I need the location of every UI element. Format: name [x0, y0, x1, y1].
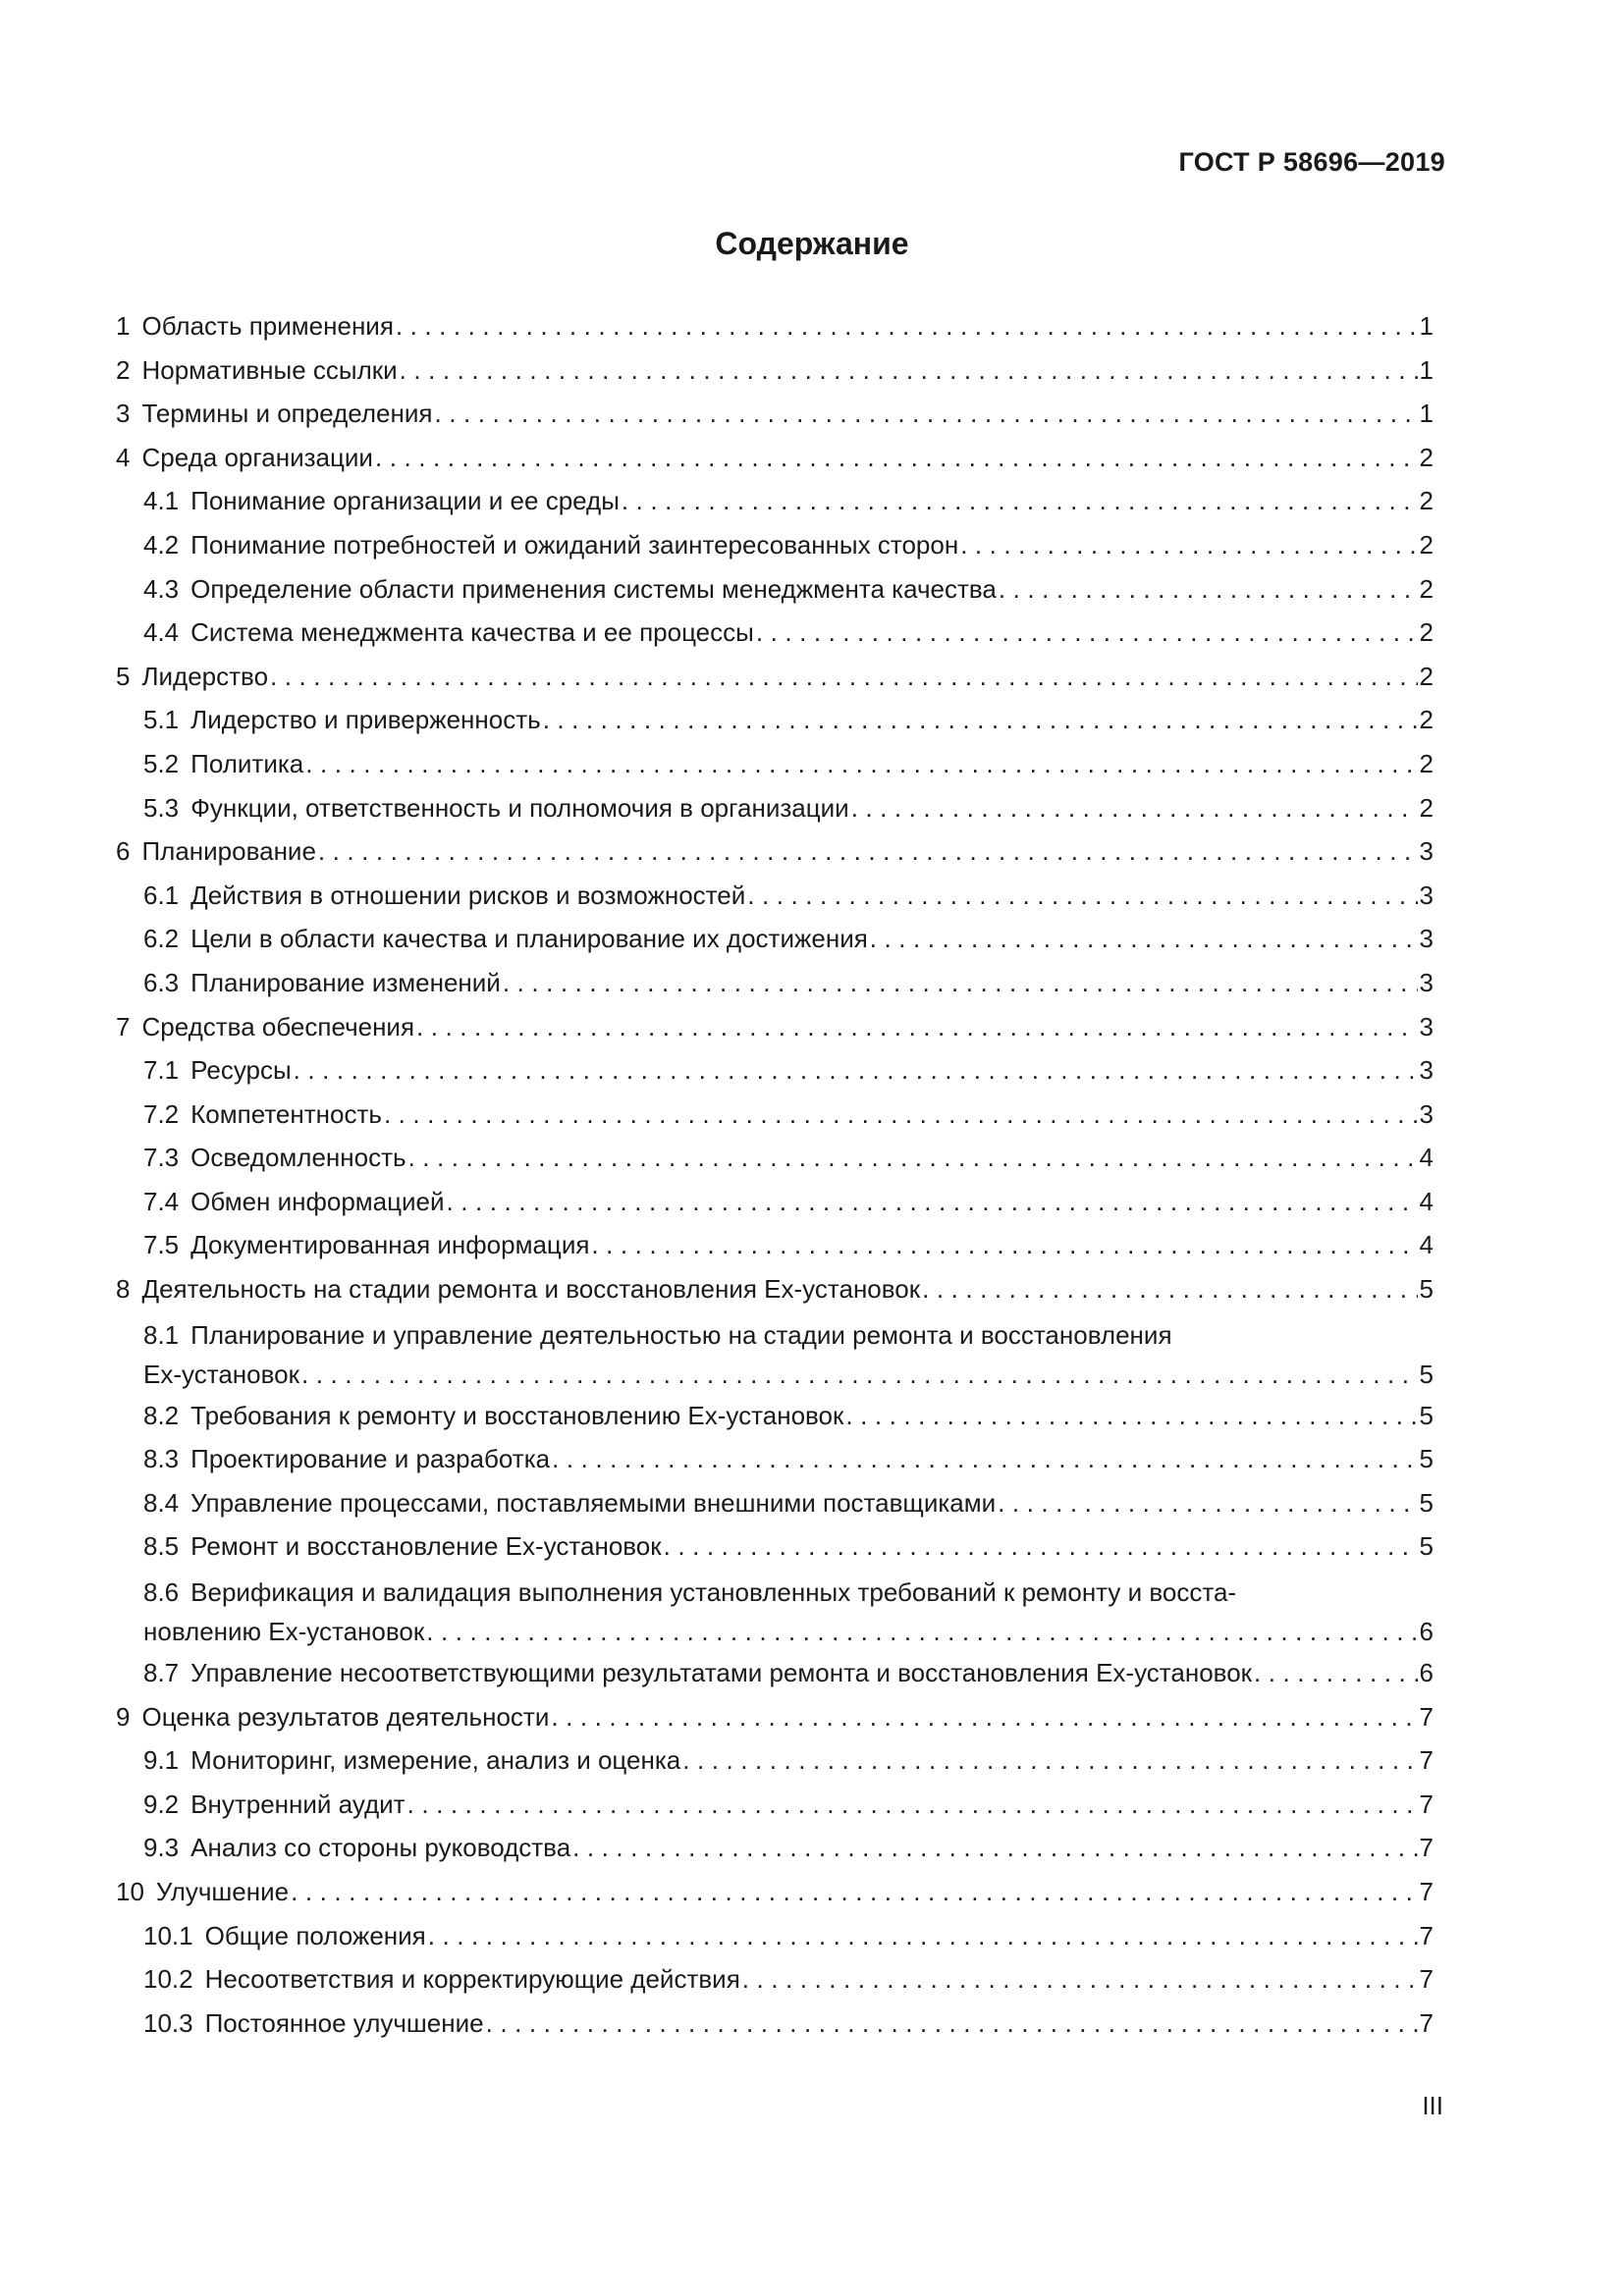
toc-entry-page: 4 [1419, 1230, 1434, 1260]
toc-entry-page: 2 [1419, 486, 1434, 516]
toc-dot-leader [503, 961, 1418, 1005]
toc-title: Содержание [715, 226, 909, 261]
toc-entry-number: 8.1 [143, 1319, 180, 1350]
toc-entry[interactable] [116, 611, 1434, 655]
toc-entry-page: 1 [1419, 399, 1434, 429]
toc-entry[interactable] [116, 1569, 1434, 1651]
toc-entry-number: 1 [116, 311, 131, 341]
toc-dot-leader [291, 1870, 1417, 1914]
toc-entry-number: 10 [116, 1877, 144, 1906]
toc-dot-leader [407, 1783, 1418, 1827]
toc-entry-title: Лидерство [141, 661, 269, 691]
toc-entry-page: 3 [1419, 967, 1434, 997]
toc-entry-title: Область применения [141, 311, 394, 341]
toc-entry-title: Постоянное улучшение [204, 2007, 484, 2038]
standard-code-header: ГОСТ Р 58696—2019 [1178, 147, 1445, 177]
toc-entry-title: Планирование и управление деятельностью на стадии ремонта и восстановления [190, 1319, 1172, 1350]
toc-entry[interactable] [116, 1524, 1434, 1569]
page-number: III [1422, 2091, 1443, 2120]
toc-entry[interactable] [116, 1914, 1434, 1958]
toc-entry-title: Обмен информацией [190, 1186, 445, 1216]
toc-entry-number: 6 [116, 836, 131, 867]
toc-entry-title: Планирование [141, 836, 316, 867]
toc-entry-page: 3 [1419, 1098, 1434, 1129]
toc-entry-number: 8 [116, 1274, 131, 1305]
toc-entry-number: 7.5 [143, 1230, 180, 1260]
toc-entry-title: Мониторинг, измерение, анализ и оценка [190, 1745, 681, 1776]
toc-entry-title: Улучшение [155, 1877, 290, 1906]
toc-entry-number: 4.4 [143, 617, 180, 648]
toc-entry-page: 2 [1419, 661, 1434, 691]
toc-entry-title: Средства обеспечения [141, 1011, 415, 1041]
toc-dot-leader [301, 1355, 1418, 1394]
toc-entry-number: 8.7 [143, 1658, 180, 1688]
toc-entry-page: 2 [1419, 705, 1434, 735]
toc-dot-leader [572, 1826, 1417, 1870]
toc-entry-number: 9.3 [143, 1833, 180, 1863]
toc-entry-page: 1 [1419, 311, 1434, 341]
toc-dot-leader [305, 742, 1417, 786]
toc-entry-title: Верификация и валидация выполнения установленных требований к ремонту и восста- [190, 1577, 1237, 1608]
toc-entry-title: Оценка результатов деятельности [141, 1701, 550, 1732]
toc-entry-title: Документированная информация [190, 1230, 590, 1260]
toc-entry-page: 5 [1419, 1487, 1434, 1518]
toc-entry-number: 8.4 [143, 1487, 180, 1518]
toc-entry-number: 8.5 [143, 1531, 180, 1562]
toc-entry[interactable] [116, 1826, 1434, 1870]
toc-dot-leader [428, 1914, 1418, 1958]
toc-entry[interactable] [116, 917, 1434, 961]
toc-dot-leader [622, 479, 1418, 523]
toc-entry-title: Компетентность [190, 1098, 382, 1129]
toc-entry-number: 8.2 [143, 1400, 180, 1430]
toc-dot-leader [486, 2002, 1418, 2046]
toc-entry[interactable] [116, 698, 1434, 742]
toc-entry-page: 2 [1419, 748, 1434, 778]
toc-dot-leader [384, 1093, 1418, 1137]
toc-entry-page: 7 [1419, 1964, 1434, 1995]
toc-entry-number: 3 [116, 399, 131, 429]
toc-entry[interactable] [116, 1180, 1434, 1224]
toc-entry-title: Управление процессами, поставляемыми внешними поставщиками [190, 1487, 997, 1518]
toc-entry[interactable] [116, 348, 1434, 393]
toc-dot-leader [400, 348, 1418, 393]
toc-entry-number: 6.2 [143, 924, 180, 954]
toc-entry-title: Нормативные ссылки [141, 354, 398, 385]
toc-entry-title: Анализ со стороны руководства [190, 1833, 571, 1863]
toc-entry-page: 2 [1419, 442, 1434, 472]
toc-entry-number: 2 [116, 354, 131, 385]
toc-dot-leader [756, 611, 1418, 655]
toc-entry-page: 7 [1419, 1920, 1434, 1950]
toc-entry-page: 7 [1419, 1745, 1434, 1776]
toc-entry-number: 4.2 [143, 529, 180, 560]
toc-entry-number: 8.3 [143, 1444, 180, 1474]
toc-entry[interactable] [116, 304, 1434, 348]
toc-entry-page: 2 [1419, 792, 1434, 823]
toc-dot-leader [375, 436, 1418, 480]
toc-entry-title-continued: Ex-установок [143, 1359, 299, 1389]
toc-entry-page: 3 [1419, 924, 1434, 954]
toc-dot-leader [664, 1524, 1418, 1569]
toc-dot-leader [552, 1437, 1417, 1481]
toc-entry-title: Деятельность на стадии ремонта и восстановления Ex-установок [141, 1274, 921, 1305]
toc-dot-leader [960, 523, 1417, 567]
toc-entry[interactable] [116, 1267, 1434, 1311]
toc-entry-continuation [143, 1355, 1434, 1394]
toc-entry-number: 9.2 [143, 1789, 180, 1819]
toc-entry-number: 9.1 [143, 1745, 180, 1776]
toc-entry[interactable] [116, 1481, 1434, 1525]
toc-entry-title: Управление несоответствующими результатами ремонта и восстановления Ex-установок [190, 1658, 1253, 1688]
toc-entry[interactable] [116, 1223, 1434, 1267]
toc-entry-title: Понимание потребностей и ожиданий заинтересованных сторон [190, 529, 959, 560]
toc-entry-title: Действия в отношении рисков и возможностей [190, 880, 746, 910]
toc-dot-leader [845, 1394, 1417, 1438]
toc-dot-leader [318, 829, 1418, 874]
toc-entry-page: 7 [1419, 1877, 1434, 1906]
toc-dot-leader [396, 304, 1418, 348]
toc-entry-first-line [143, 1569, 1434, 1612]
toc-entry-page: 3 [1419, 880, 1434, 910]
toc-entry-title: Внутренний аудит [190, 1789, 406, 1819]
toc-entry-title: Термины и определения [141, 399, 433, 429]
toc-entry-title: Ресурсы [190, 1055, 292, 1086]
toc-entry[interactable] [116, 1738, 1434, 1783]
toc-entry-page: 5 [1419, 1359, 1434, 1389]
toc-dot-leader [294, 1048, 1418, 1093]
toc-entry[interactable] [116, 874, 1434, 918]
toc-entry[interactable] [116, 1651, 1434, 1695]
toc-dot-leader [408, 1136, 1418, 1180]
toc-entry-number: 5.3 [143, 792, 180, 823]
toc-entry-number: 10.1 [143, 1920, 193, 1950]
toc-dot-leader [270, 655, 1417, 699]
toc-entry-title-continued: новлению Ex-установок [143, 1617, 425, 1647]
toc-entry-number: 6.1 [143, 880, 180, 910]
toc-entry-page: 5 [1419, 1444, 1434, 1474]
toc-entry-title: Планирование изменений [190, 967, 501, 997]
table-of-contents [116, 304, 1434, 2045]
toc-entry[interactable] [116, 1005, 1434, 1049]
toc-entry-title: Среда организации [141, 442, 373, 472]
toc-entry-title: Система менеджмента качества и ее процессы [190, 617, 754, 648]
toc-entry-page: 5 [1419, 1531, 1434, 1562]
toc-entry[interactable] [116, 1311, 1434, 1394]
toc-entry-first-line [143, 1311, 1434, 1355]
toc-entry-page: 3 [1419, 836, 1434, 867]
toc-entry-number: 7.1 [143, 1055, 180, 1086]
toc-entry-title: Цели в области качества и планирование их достижения [190, 924, 868, 954]
toc-entry-page: 3 [1419, 1055, 1434, 1086]
toc-entry-number: 4.3 [143, 573, 180, 604]
toc-entry-page: 7 [1419, 1789, 1434, 1819]
toc-entry-page: 7 [1419, 1833, 1434, 1863]
toc-entry-page: 7 [1419, 2007, 1434, 2038]
toc-entry-page: 2 [1419, 529, 1434, 560]
toc-entry-page: 4 [1419, 1143, 1434, 1173]
toc-dot-leader [591, 1223, 1417, 1267]
toc-entry-number: 7 [116, 1011, 131, 1041]
toc-entry-page: 5 [1419, 1400, 1434, 1430]
toc-dot-leader [682, 1738, 1417, 1783]
toc-entry-number: 4.1 [143, 486, 180, 516]
toc-entry-page: 2 [1419, 573, 1434, 604]
toc-entry-title: Общие положения [204, 1920, 426, 1950]
toc-entry-title: Несоответствия и корректирующие действия [204, 1964, 740, 1995]
toc-entry-title: Функции, ответственность и полномочия в организации [190, 792, 849, 823]
toc-entry[interactable] [116, 829, 1434, 874]
toc-dot-leader [416, 1005, 1417, 1049]
toc-entry-title: Требования к ремонту и восстановлению Ex-установок [190, 1400, 844, 1430]
toc-entry-page: 1 [1419, 354, 1434, 385]
toc-entry-page: 5 [1419, 1274, 1434, 1305]
toc-entry-page: 2 [1419, 617, 1434, 648]
toc-entry-page: 7 [1419, 1701, 1434, 1732]
toc-entry[interactable] [116, 1870, 1434, 1914]
toc-entry-number: 6.3 [143, 967, 180, 997]
toc-entry[interactable] [116, 1695, 1434, 1739]
toc-entry-title: Определение области применения системы менеджмента качества [190, 573, 997, 604]
toc-entry[interactable] [116, 392, 1434, 436]
toc-entry[interactable] [116, 436, 1434, 480]
toc-entry[interactable] [116, 1136, 1434, 1180]
toc-entry-number: 7.3 [143, 1143, 180, 1173]
toc-entry[interactable] [116, 1394, 1434, 1438]
toc-entry-title: Понимание организации и ее среды [190, 486, 620, 516]
toc-entry[interactable] [116, 1048, 1434, 1093]
toc-dot-leader [1254, 1651, 1418, 1695]
toc-entry[interactable] [116, 786, 1434, 830]
toc-dot-leader [426, 1612, 1417, 1651]
toc-dot-leader [999, 567, 1418, 612]
toc-entry[interactable] [116, 961, 1434, 1005]
toc-entry[interactable] [116, 655, 1434, 699]
toc-dot-leader [447, 1180, 1418, 1224]
toc-entry-page: 3 [1419, 1011, 1434, 1041]
toc-entry-title: Политика [190, 748, 304, 778]
toc-entry[interactable] [116, 742, 1434, 786]
toc-dot-leader [551, 1695, 1417, 1739]
toc-entry[interactable] [116, 479, 1434, 523]
toc-entry-page: 6 [1419, 1617, 1434, 1647]
toc-dot-leader [851, 786, 1418, 830]
toc-entry-number: 5 [116, 661, 131, 691]
toc-entry-continuation [143, 1612, 1434, 1651]
toc-entry-number: 5.2 [143, 748, 180, 778]
toc-entry-title: Ремонт и восстановление Ex-установок [190, 1531, 662, 1562]
toc-entry-page: 6 [1419, 1658, 1434, 1688]
toc-entry-title: Осведомленность [190, 1143, 406, 1173]
toc-dot-leader [747, 874, 1417, 918]
toc-entry-number: 9 [116, 1701, 131, 1732]
toc-entry-number: 5.1 [143, 705, 180, 735]
toc-entry[interactable] [116, 1093, 1434, 1137]
toc-entry-number: 7.4 [143, 1186, 180, 1216]
toc-entry-number: 7.2 [143, 1098, 180, 1129]
toc-entry[interactable] [116, 1437, 1434, 1481]
toc-dot-leader [922, 1267, 1417, 1311]
toc-entry-number: 10.2 [143, 1964, 193, 1995]
toc-entry-title: Лидерство и приверженность [190, 705, 541, 735]
toc-dot-leader [742, 1957, 1418, 2002]
toc-entry[interactable] [116, 2002, 1434, 2046]
toc-dot-leader [543, 698, 1418, 742]
toc-entry-title: Проектирование и разработка [190, 1444, 551, 1474]
toc-entry-page: 4 [1419, 1186, 1434, 1216]
toc-entry-number: 10.3 [143, 2007, 193, 2038]
toc-entry-number: 4 [116, 442, 131, 472]
toc-dot-leader [998, 1481, 1417, 1525]
toc-dot-leader [870, 917, 1418, 961]
toc-entry[interactable] [116, 523, 1434, 567]
toc-entry[interactable] [116, 1957, 1434, 2002]
toc-entry[interactable] [116, 1783, 1434, 1827]
toc-entry[interactable] [116, 567, 1434, 612]
toc-dot-leader [434, 392, 1417, 436]
toc-entry-number: 8.6 [143, 1577, 180, 1608]
